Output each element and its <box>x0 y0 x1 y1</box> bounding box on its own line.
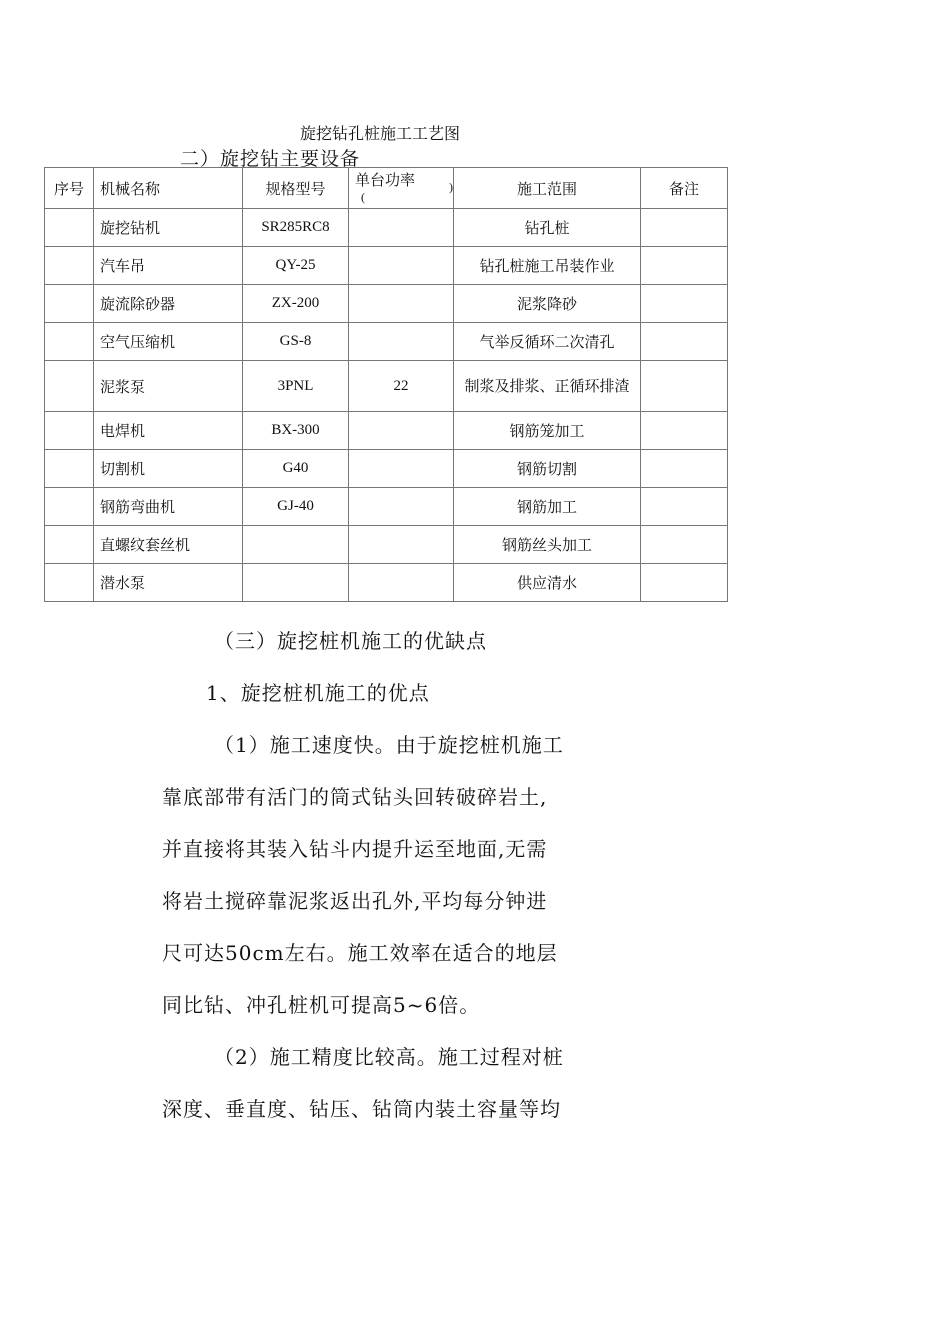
paragraph-line: （2）施工精度比较高。施工过程对桩 <box>214 1045 564 1069</box>
cell-model: 3PNL <box>243 361 349 412</box>
header-power-paren-right: ) <box>449 180 453 194</box>
cell-name: 旋流除砂器 <box>94 285 243 323</box>
cell-scope: 制浆及排浆、正循环排渣 <box>454 361 641 412</box>
cell-model: QY-25 <box>243 247 349 285</box>
heading-section-3: （三）旋挖桩机施工的优缺点 <box>214 629 487 653</box>
cell-name: 泥浆泵 <box>94 361 243 412</box>
table-row <box>45 450 728 488</box>
cell-note <box>641 361 728 412</box>
cell-seq <box>45 285 94 323</box>
cell-name: 汽车吊 <box>94 247 243 285</box>
paragraph-line: 尺可达50cm左右。施工效率在适合的地层 <box>162 941 558 965</box>
cell-scope: 气举反循环二次清孔 <box>454 323 641 361</box>
cell-power <box>349 285 454 323</box>
cell-seq <box>45 361 94 412</box>
cell-model: G40 <box>243 450 349 488</box>
cell-model: SR285RC8 <box>243 209 349 247</box>
cell-seq <box>45 450 94 488</box>
header-note: 备注 <box>641 168 728 209</box>
cell-name: 旋挖钻机 <box>94 209 243 247</box>
table-row <box>45 526 728 564</box>
cell-power <box>349 564 454 602</box>
cell-name: 电焊机 <box>94 412 243 450</box>
table-row <box>45 412 728 450</box>
paragraph-line: 深度、垂直度、钻压、钻筒内装土容量等均 <box>162 1097 561 1121</box>
equipment-table <box>44 167 728 602</box>
cell-name: 直螺纹套丝机 <box>94 526 243 564</box>
cell-seq <box>45 247 94 285</box>
paragraph-line: 靠底部带有活门的筒式钻头回转破碎岩土, <box>162 785 548 809</box>
cell-scope: 钻孔桩 <box>454 209 641 247</box>
cell-note <box>641 450 728 488</box>
cell-model: ZX-200 <box>243 285 349 323</box>
cell-name: 切割机 <box>94 450 243 488</box>
header-name: 机械名称 <box>94 168 243 209</box>
paragraph-line: 并直接将其装入钻斗内提升运至地面,无需 <box>162 837 548 861</box>
paragraph-line: 同比钻、冲孔桩机可提高5~6倍。 <box>162 993 481 1017</box>
table-row <box>45 488 728 526</box>
cell-seq <box>45 564 94 602</box>
header-power-title: 单台功率 <box>355 173 416 189</box>
cell-note <box>641 564 728 602</box>
heading-advantages: 1、旋挖桩机施工的优点 <box>206 681 430 705</box>
cell-scope: 钢筋加工 <box>454 488 641 526</box>
cell-model: GS-8 <box>243 323 349 361</box>
cell-model: GJ-40 <box>243 488 349 526</box>
cell-name: 空气压缩机 <box>94 323 243 361</box>
section-heading: 二）旋挖钻主要设备 <box>180 148 361 170</box>
cell-scope: 钢筋丝头加工 <box>454 526 641 564</box>
cell-power <box>349 209 454 247</box>
cell-seq <box>45 526 94 564</box>
cell-scope: 钢筋笼加工 <box>454 412 641 450</box>
cell-scope: 供应清水 <box>454 564 641 602</box>
table-row <box>45 285 728 323</box>
cell-note <box>641 488 728 526</box>
cell-scope: 钢筋切割 <box>454 450 641 488</box>
paragraph-line: 将岩土搅碎靠泥浆返出孔外,平均每分钟进 <box>162 889 548 913</box>
cell-note <box>641 412 728 450</box>
figure-caption: 旋挖钻孔桩施工工艺图 <box>299 124 460 143</box>
cell-power <box>349 488 454 526</box>
header-seq: 序号 <box>45 168 94 209</box>
table-row <box>45 247 728 285</box>
table-row <box>45 323 728 361</box>
cell-scope: 钻孔桩施工吊装作业 <box>454 247 641 285</box>
cell-power <box>349 412 454 450</box>
table-row <box>45 361 728 412</box>
cell-note <box>641 526 728 564</box>
cell-power <box>349 450 454 488</box>
cell-note <box>641 285 728 323</box>
cell-seq <box>45 323 94 361</box>
cell-note <box>641 209 728 247</box>
header-model: 规格型号 <box>243 168 349 209</box>
cell-model <box>243 564 349 602</box>
cell-model: BX-300 <box>243 412 349 450</box>
cell-power <box>349 247 454 285</box>
cell-note <box>641 247 728 285</box>
cell-power <box>349 323 454 361</box>
header-scope: 施工范围 <box>454 168 641 209</box>
header-power <box>349 168 454 209</box>
cell-name: 潜水泵 <box>94 564 243 602</box>
cell-seq <box>45 488 94 526</box>
table-row <box>45 209 728 247</box>
paragraph-line: （1）施工速度快。由于旋挖桩机施工 <box>214 733 564 757</box>
cell-model <box>243 526 349 564</box>
header-power-paren-left: ( <box>361 190 365 204</box>
cell-seq <box>45 412 94 450</box>
table-row <box>45 564 728 602</box>
cell-seq <box>45 209 94 247</box>
cell-note <box>641 323 728 361</box>
table-header-row <box>45 168 728 209</box>
cell-power <box>349 526 454 564</box>
cell-power: 22 <box>349 361 454 412</box>
cell-scope: 泥浆降砂 <box>454 285 641 323</box>
cell-name: 钢筋弯曲机 <box>94 488 243 526</box>
